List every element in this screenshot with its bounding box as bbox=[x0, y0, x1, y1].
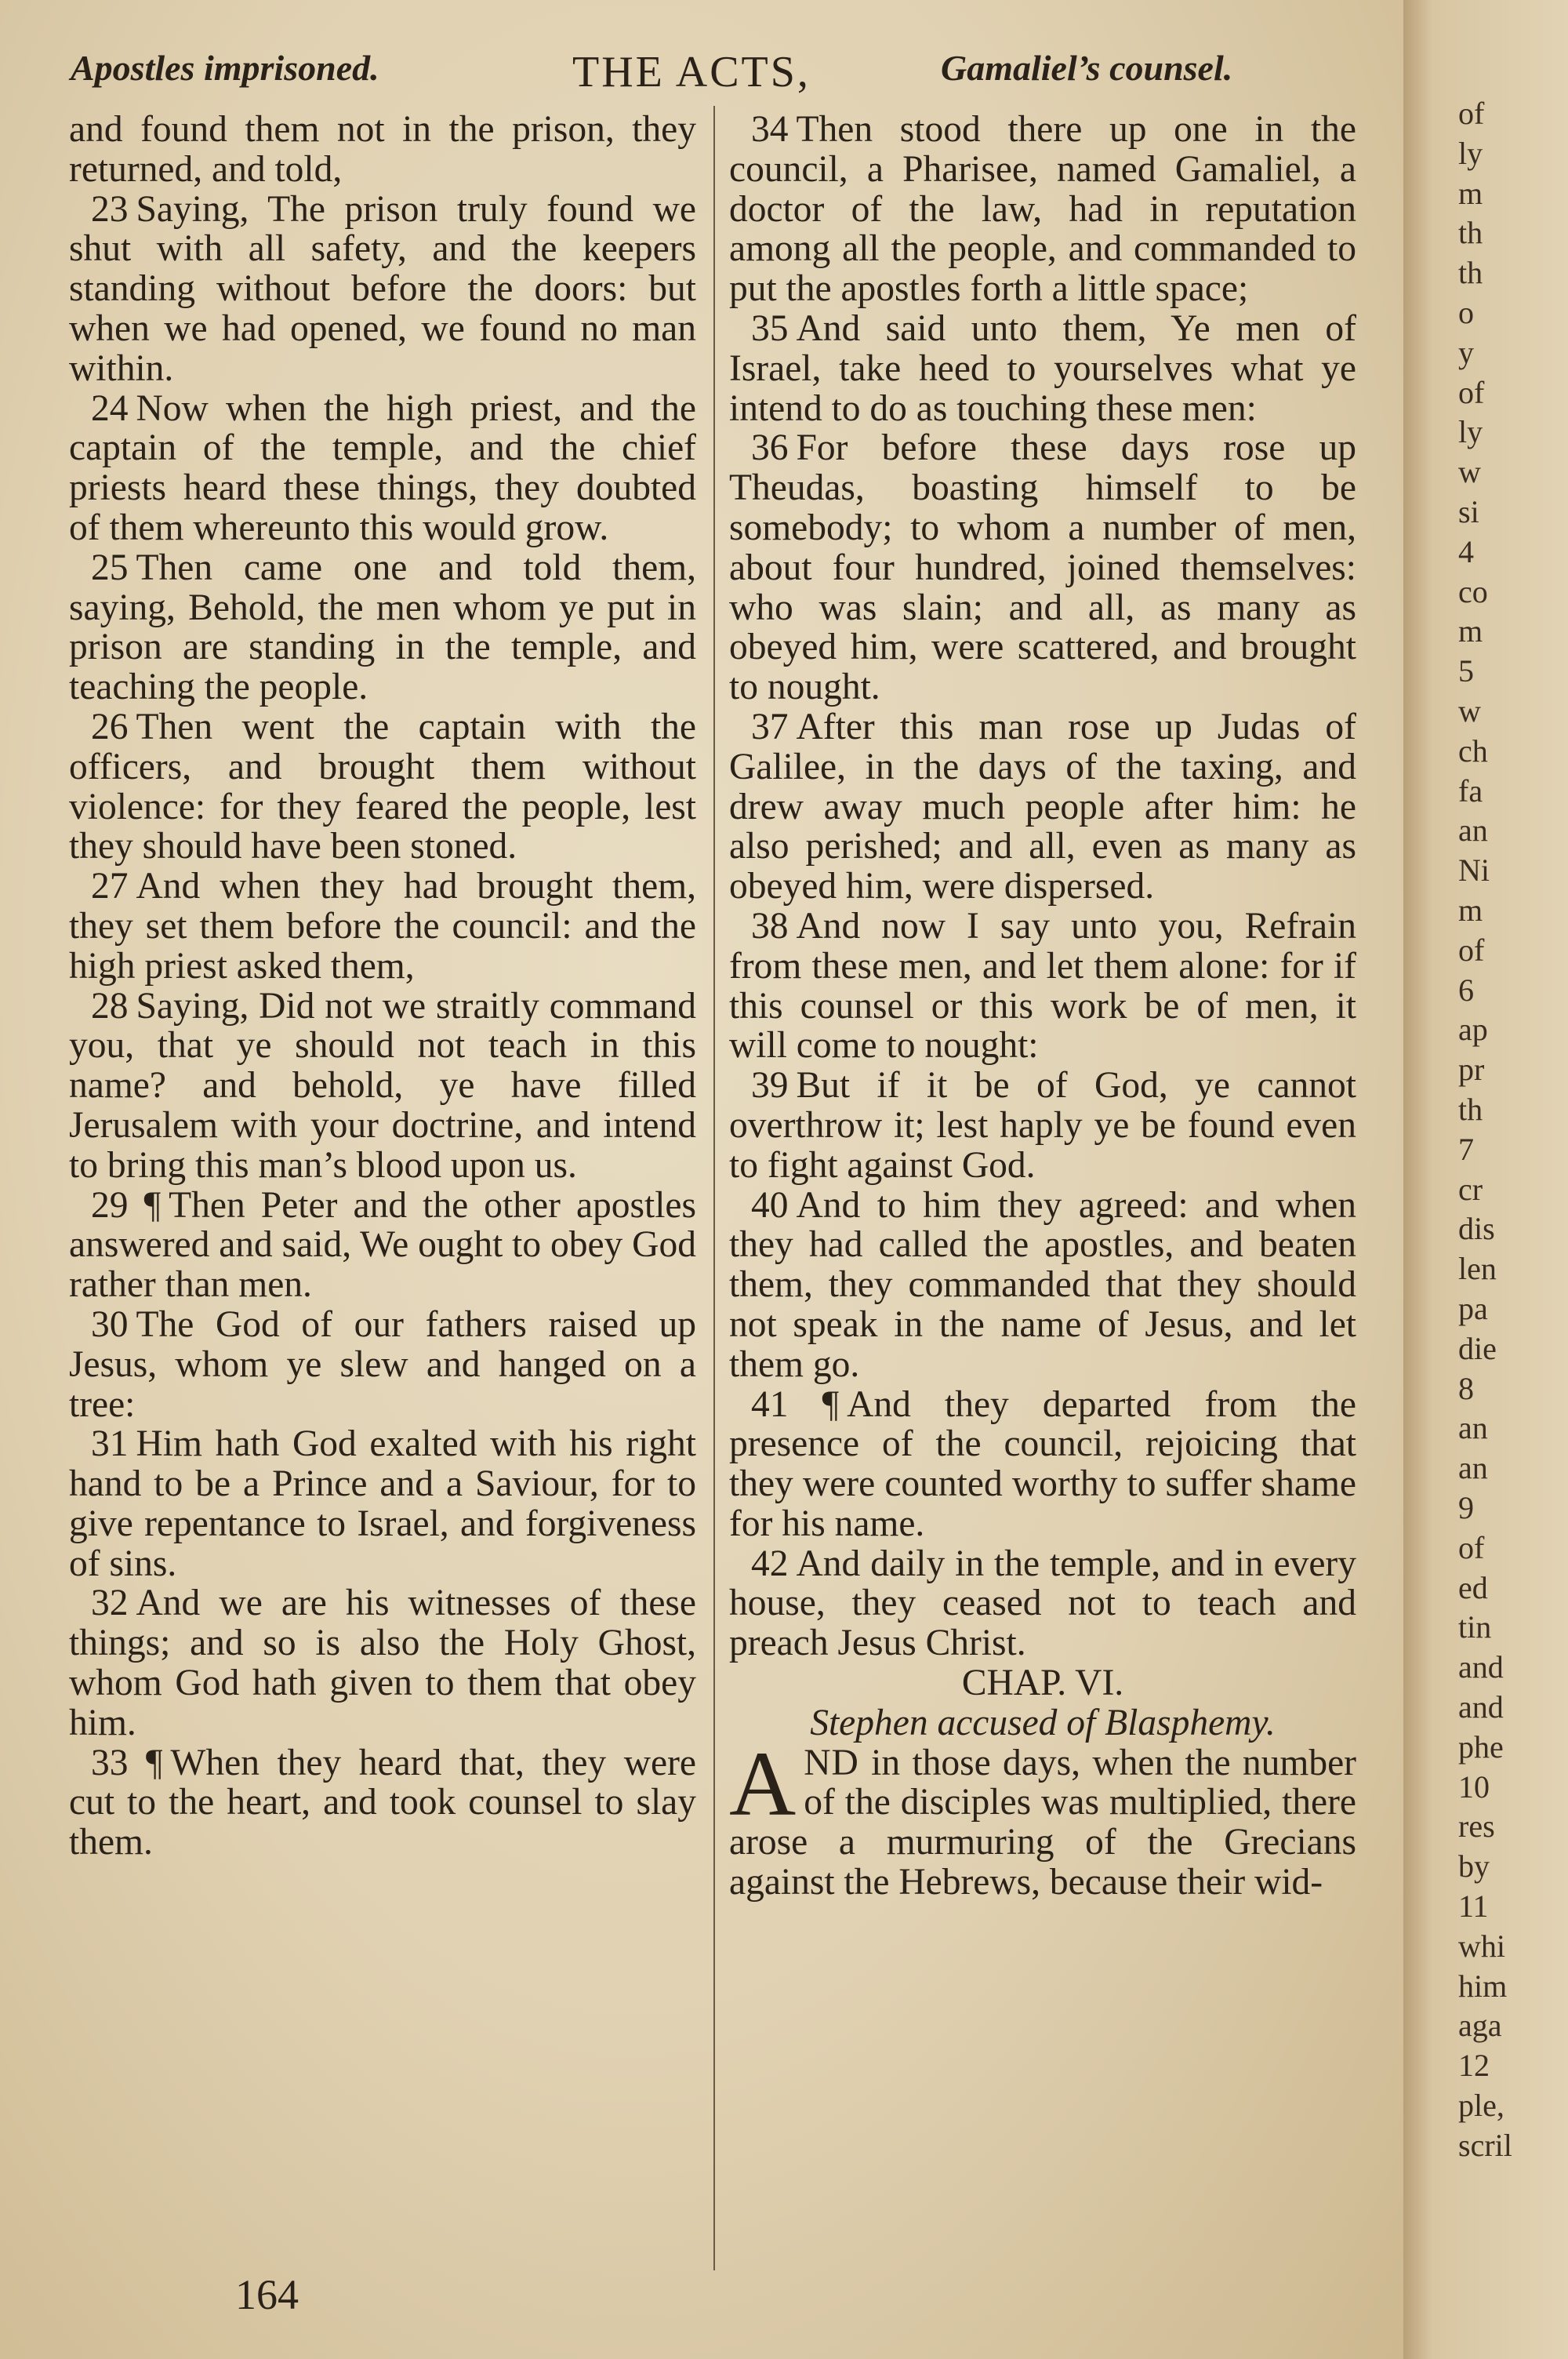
verse-text: Saying, Did not we straitly command you, that ye should not teach in this name? and behold, ye have filled Jerusalem with your doctrine, and intend to bring this man’s blood upon us. bbox=[69, 985, 696, 1186]
verse-text: and found them not in the prison, they returned, and told, bbox=[69, 109, 696, 190]
column-divider bbox=[713, 106, 715, 2270]
header-left: Apostles imprisoned. bbox=[71, 48, 379, 88]
chapter-heading: CHAP. VI. bbox=[961, 1663, 1124, 1704]
next-page-fragment: m bbox=[1458, 892, 1483, 928]
next-page-fragment: Ni bbox=[1458, 852, 1490, 889]
next-page-fragment: by bbox=[1458, 1848, 1490, 1885]
next-page-fragment: th bbox=[1458, 1092, 1483, 1127]
drop-cap: A bbox=[729, 1732, 797, 1835]
next-page-fragment: tin bbox=[1458, 1609, 1492, 1645]
next-page-fragment: whi bbox=[1458, 1928, 1505, 1964]
verse-number: 35 bbox=[751, 307, 789, 349]
verse-number: 24 bbox=[91, 387, 129, 429]
chapter-opening bbox=[729, 1732, 1356, 1903]
next-page-fragment: and bbox=[1458, 1689, 1504, 1725]
next-page-fragment: of bbox=[1458, 96, 1485, 131]
next-page-fragment: pa bbox=[1458, 1291, 1488, 1326]
verse-text: And they departed from the presence of the council, rejoicing that they were counted worthy to suffer shame for his name. bbox=[729, 1383, 1356, 1544]
verse bbox=[69, 1305, 696, 1424]
verse bbox=[69, 190, 696, 389]
verse-text: Then Peter and the other apostles answered and said, We ought to obey God rather than men. bbox=[69, 1184, 697, 1306]
verse-number: 23 bbox=[91, 188, 129, 230]
verse-text: Then went the captain with the officers, and brought them without violence: for they feared the people, lest they should have been stoned. bbox=[69, 706, 696, 867]
next-page-fragment: and bbox=[1458, 1649, 1504, 1685]
next-page-fragment: dis bbox=[1458, 1211, 1495, 1247]
next-page-fragment: of bbox=[1458, 374, 1485, 410]
verse-number: 37 bbox=[751, 706, 789, 747]
next-page-fragment: y bbox=[1458, 334, 1474, 370]
verse-number: 32 bbox=[91, 1583, 129, 1624]
verse-number: 36 bbox=[751, 427, 789, 469]
verse bbox=[729, 1186, 1356, 1385]
verse-number: 26 bbox=[91, 706, 129, 747]
verse bbox=[69, 867, 696, 986]
verse-text: Now when the high priest, and the captain of the temple, and the chief priests heard these things, they doubted of them whereunto this would grow. bbox=[69, 387, 696, 548]
next-page-fragment: 8 bbox=[1458, 1370, 1474, 1406]
next-page-fragment: 7 bbox=[1458, 1131, 1474, 1167]
next-page-fragment: 6 bbox=[1458, 972, 1474, 1008]
verse bbox=[729, 110, 1356, 309]
next-page-fragment: aga bbox=[1458, 2008, 1502, 2044]
verse-text: And now I say unto you, Refrain from these men, and let them alone: for if this counsel or this work be of men, it will come to nought: bbox=[729, 905, 1356, 1067]
verse-text: Then came one and told them, saying, Behold, the men whom ye put in prison are standing in the temple, and teaching the people. bbox=[69, 547, 696, 708]
next-page-fragment: an bbox=[1458, 812, 1488, 849]
next-page-fragment: of bbox=[1458, 932, 1485, 968]
verse-text: The God of our fathers raised up Jesus, whom ye slew and hanged on a tree: bbox=[69, 1303, 696, 1425]
next-page-fragment: 9 bbox=[1458, 1490, 1474, 1525]
verse-text: And said unto them, Ye men of Israel, take heed to yourselves what ye intend to do as touching these men: bbox=[729, 307, 1356, 429]
next-page-fragment: pr bbox=[1458, 1052, 1485, 1088]
next-page-fragment: co bbox=[1458, 573, 1488, 609]
next-page-fragment: ed bbox=[1458, 1569, 1488, 1605]
verse bbox=[69, 389, 696, 548]
column-left bbox=[69, 110, 696, 1863]
verse bbox=[729, 309, 1356, 428]
next-page-fragment: len bbox=[1458, 1251, 1497, 1287]
verse bbox=[69, 548, 696, 707]
next-page-fragment: ple, bbox=[1458, 2088, 1504, 2123]
next-page-fragment: w bbox=[1458, 693, 1481, 729]
next-page-fragment: th bbox=[1458, 255, 1483, 291]
verse-number: 31 bbox=[91, 1423, 129, 1465]
verse-text: But if it be of God, ye cannot overthrow it; lest haply ye be found even to fight against God. bbox=[729, 1065, 1356, 1186]
next-page-fragment: si bbox=[1458, 494, 1479, 529]
verse-text: Saying, The prison truly found we shut with all safety, and the keepers standing without before the doors: but when we had opened, we found no man within. bbox=[69, 188, 696, 389]
verse bbox=[69, 1424, 696, 1583]
header-right: Gamaliel’s counsel. bbox=[941, 48, 1233, 88]
verse-text: And daily in the temple, and in every house, they ceased not to teach and preach Jesus Christ. bbox=[729, 1543, 1356, 1664]
next-page-fragment: m bbox=[1458, 613, 1483, 649]
verse bbox=[69, 1583, 696, 1743]
verse-number: 42 bbox=[751, 1543, 789, 1584]
verse-text: For before these days rose up Theudas, boasting himself to be somebody; to whom a number of men, about four hundred, joined themselves: who was slain; and all, as many as obeyed him, were scattered, and brought to nought. bbox=[729, 427, 1356, 708]
verse bbox=[69, 110, 696, 190]
verse-text: When they heard that, they were cut to the heart, and took counsel to slay them. bbox=[69, 1742, 696, 1863]
chapter-summary: Stephen accused of Blasphemy. bbox=[810, 1702, 1276, 1743]
next-page-fragment: w bbox=[1458, 454, 1481, 490]
verse-text: And we are his witnesses of these things; and so is also the Holy Ghost, whom God hath given to them that obey him. bbox=[69, 1583, 696, 1743]
verse-number: 40 bbox=[751, 1184, 789, 1226]
next-page-fragment: ap bbox=[1458, 1012, 1488, 1048]
header-center: THE ACTS, bbox=[572, 48, 811, 96]
next-page-fragment: 12 bbox=[1458, 2048, 1490, 2084]
verse-number: 39 bbox=[751, 1065, 789, 1107]
next-page-fragment: 10 bbox=[1458, 1768, 1490, 1805]
verse-text: And to him they agreed: and when they had called the apostles, and beaten them, they commanded that they should not speak in the name of Jesus, and let them go. bbox=[729, 1184, 1356, 1385]
verse-number: 38 bbox=[751, 905, 789, 947]
column-right bbox=[729, 110, 1356, 1903]
verse bbox=[729, 707, 1356, 907]
verse-text: After this man rose up Judas of Galilee, in the days of the taxing, and drew away much people after him: he also perished; and all, even as many as obeyed him, were dispersed. bbox=[729, 706, 1356, 907]
next-page-edge bbox=[1403, 0, 1568, 2359]
verse-text: And when they had brought them, they set them before the council: and the high priest asked them, bbox=[69, 866, 696, 987]
next-page-fragment: cr bbox=[1458, 1171, 1483, 1207]
verse-number: 34 bbox=[751, 109, 789, 150]
next-page-fragment: ly bbox=[1458, 135, 1483, 171]
verse bbox=[69, 707, 696, 867]
verse-number: 27 bbox=[91, 866, 129, 907]
next-page-fragment: an bbox=[1458, 1410, 1488, 1446]
next-page-fragment: res bbox=[1458, 1808, 1495, 1845]
next-page-fragment: 11 bbox=[1458, 1888, 1489, 1924]
next-page-fragment: die bbox=[1458, 1330, 1497, 1366]
verse bbox=[729, 907, 1356, 1066]
next-page-fragment: ly bbox=[1458, 414, 1483, 450]
next-page-fragment: phe bbox=[1458, 1728, 1504, 1765]
verse-number: 25 bbox=[91, 547, 129, 588]
verse bbox=[729, 1066, 1356, 1185]
next-page-fragment: 5 bbox=[1458, 653, 1474, 689]
verse-text: Him hath God exalted with his right hand to be a Prince and a Saviour, for to give repentance to Israel, and forgiveness of sins. bbox=[69, 1423, 696, 1584]
next-page-fragment: him bbox=[1458, 1968, 1508, 2004]
verse-number: 28 bbox=[91, 985, 129, 1027]
verse bbox=[69, 1186, 696, 1305]
verse-number: 33 ¶ bbox=[91, 1742, 163, 1783]
verse bbox=[729, 428, 1356, 707]
verse bbox=[69, 987, 696, 1186]
running-header bbox=[63, 47, 1348, 102]
opening-text: in those days, when the number of the disciples was multiplied, there arose a murmuring of the Grecians against the Hebrews, because their wid- bbox=[729, 1742, 1356, 1903]
verse-number: 41 ¶ bbox=[751, 1383, 840, 1425]
verse bbox=[729, 1385, 1356, 1544]
next-page-fragment: ch bbox=[1458, 732, 1488, 769]
next-page-fragment: an bbox=[1458, 1450, 1488, 1486]
next-page-fragment: m bbox=[1458, 175, 1483, 211]
verse-text: Then stood there up one in the council, a Pharisee, named Gamaliel, a doctor of the law, had in reputation among all the people, and commanded to put the apostles forth a little space; bbox=[729, 109, 1356, 310]
verse-number: 29 ¶ bbox=[91, 1184, 162, 1226]
next-page-fragment: fa bbox=[1458, 772, 1483, 809]
page-number: 164 bbox=[235, 2271, 299, 2318]
verse bbox=[69, 1743, 696, 1863]
next-page-fragment: o bbox=[1458, 295, 1474, 330]
opening-caps: ND bbox=[804, 1742, 859, 1783]
verse-number: 30 bbox=[91, 1303, 129, 1345]
next-page-fragment: th bbox=[1458, 215, 1483, 251]
next-page-fragment: of bbox=[1458, 1529, 1485, 1565]
next-page-fragment: scril bbox=[1458, 2127, 1512, 2163]
next-page-fragment: 4 bbox=[1458, 533, 1474, 569]
verse bbox=[729, 1544, 1356, 1663]
